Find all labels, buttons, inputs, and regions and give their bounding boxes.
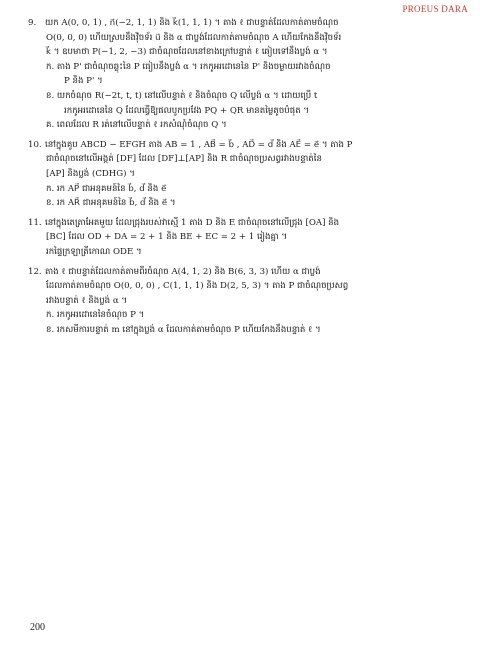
problem-line: 9. យក A(0, 0, 1) , n⃗(−2, 1, 1) និង k⃗(1, 1, 1) ។ តាង ℓ ជាបន្ទាត់ដែលកាត់តាមចំណុច	[0, 16, 480, 31]
subpart-a: ក. រកកូអរដោនេនៃចំណុច P ។	[46, 310, 145, 321]
page-content	[0, 14, 480, 337]
subpart-a: ក. តាង P' ជាចំណុចឆ្លុះនៃ P ធៀបនឹងប្លង់ α ។ រកកូអរដោនេនៃ P' និងចម្ងាយរវាងចំណុច	[46, 61, 331, 72]
problem-number: 10.	[28, 139, 42, 150]
problem-line: O(0, 0, 0) ហើយស្របនឹងវ៉ិចទ័រ u⃗ និង α ជាប្លង់ដែលកាត់តាមចំណុច A ហើយកែងនឹងវ៉ិចទ័រ	[46, 32, 342, 43]
page-number: 200	[30, 622, 45, 633]
subpart-b: ខ. រកសមីការបន្ទាត់ m នៅក្នុងប្លង់ α ដែលកាត់តាមចំណុច P ហើយកែងនឹងបន្ទាត់ ℓ ។	[46, 324, 321, 335]
problem-10	[0, 138, 480, 211]
problem-12	[0, 265, 480, 338]
problem-line: [BC] ដែល OD + DA = 2 + 1 និង BE + EC = 2 + 1 រៀងគ្នា ។	[46, 232, 288, 243]
problem-number: 11.	[28, 217, 42, 228]
subpart-b: ខ. រក AR⃗ ជាអនុគមន៍នៃ b⃗, d⃗ និង e⃗ ។	[46, 198, 176, 209]
problem-line: ជាចំណុចនៅលើអង្កត់ [DF] ដែល [DF]⊥[AP] និង R ជាចំណុចប្រសព្វរវាងបន្ទាត់នៃ	[46, 154, 322, 165]
subpart-c: គ. ពេលដែល R រត់នៅលើបន្ទាត់ ℓ រកសំណុំចំណុច Q ។	[46, 120, 227, 131]
problem-line: រកផ្ទៃក្រឡាត្រីកោណ ODE ។	[46, 246, 142, 257]
problem-line: 12. តាង ℓ ជាបន្ទាត់ដែលកាត់តាមពីរចំណុច A(4, 1, 2) និង B(6, 3, 3) ហើយ α ជាប្លង់	[0, 265, 480, 280]
problem-number: 12.	[28, 266, 42, 277]
problem-11	[0, 216, 480, 260]
problem-line: រវាងបន្ទាត់ ℓ និងប្លង់ α ។	[46, 295, 128, 306]
subpart-a-cont: P និង P' ។	[64, 76, 103, 87]
watermark-text: PROEUS DARA	[402, 4, 468, 14]
problem-9	[0, 16, 480, 133]
problem-line: ដែលកាត់តាមចំណុច O(0, 0, 0) , C(1, 1, 1) និង D(2, 5, 3) ។ តាង P ជាចំណុចប្រសព្វ	[46, 281, 349, 292]
subpart-b: ខ. យកចំណុច R(−2t, t, t) នៅលើបន្ទាត់ ℓ និងចំណុច Q លើប្លង់ α ។ ដោយប្រើ t	[46, 90, 318, 101]
problem-line: 10. នៅក្នុងគូប ABCD − EFGH តាង AB = 1 , AB⃗ = b⃗ , AD⃗ = d⃗ និង AE⃗ = e⃗ ។ តាង P	[0, 138, 480, 153]
subpart-b-cont: រកកូអរដោនេនៃ Q ដែលធ្វើឱ្យផលបូកប្រវែង PQ + QR មានតម្លៃតូចបំផុត ។	[64, 105, 310, 116]
problem-number: 9.	[28, 18, 37, 28]
problem-line: [AP] និងប្លង់ (CDHG) ។	[46, 168, 135, 179]
subpart-a: ក. រក AP⃗ ជាអនុគមន៍នៃ b⃗, d⃗ និង e⃗	[46, 183, 167, 194]
problem-line: k⃗ ។ ឧបមាថា P(−1, 2, −3) ជាចំណុចដែលនៅខាងក្រៅបន្ទាត់ ℓ ឆៀបទៅនឹងប្លង់ α ។	[46, 47, 328, 58]
problem-line: 11. នៅក្នុងតេត្រាអែតមួយ ដែលជ្រុងរបស់វាស្មើ 1 តាង D និង E ជាចំណុចនៅលើជ្រុង [OA] និង	[0, 216, 480, 231]
